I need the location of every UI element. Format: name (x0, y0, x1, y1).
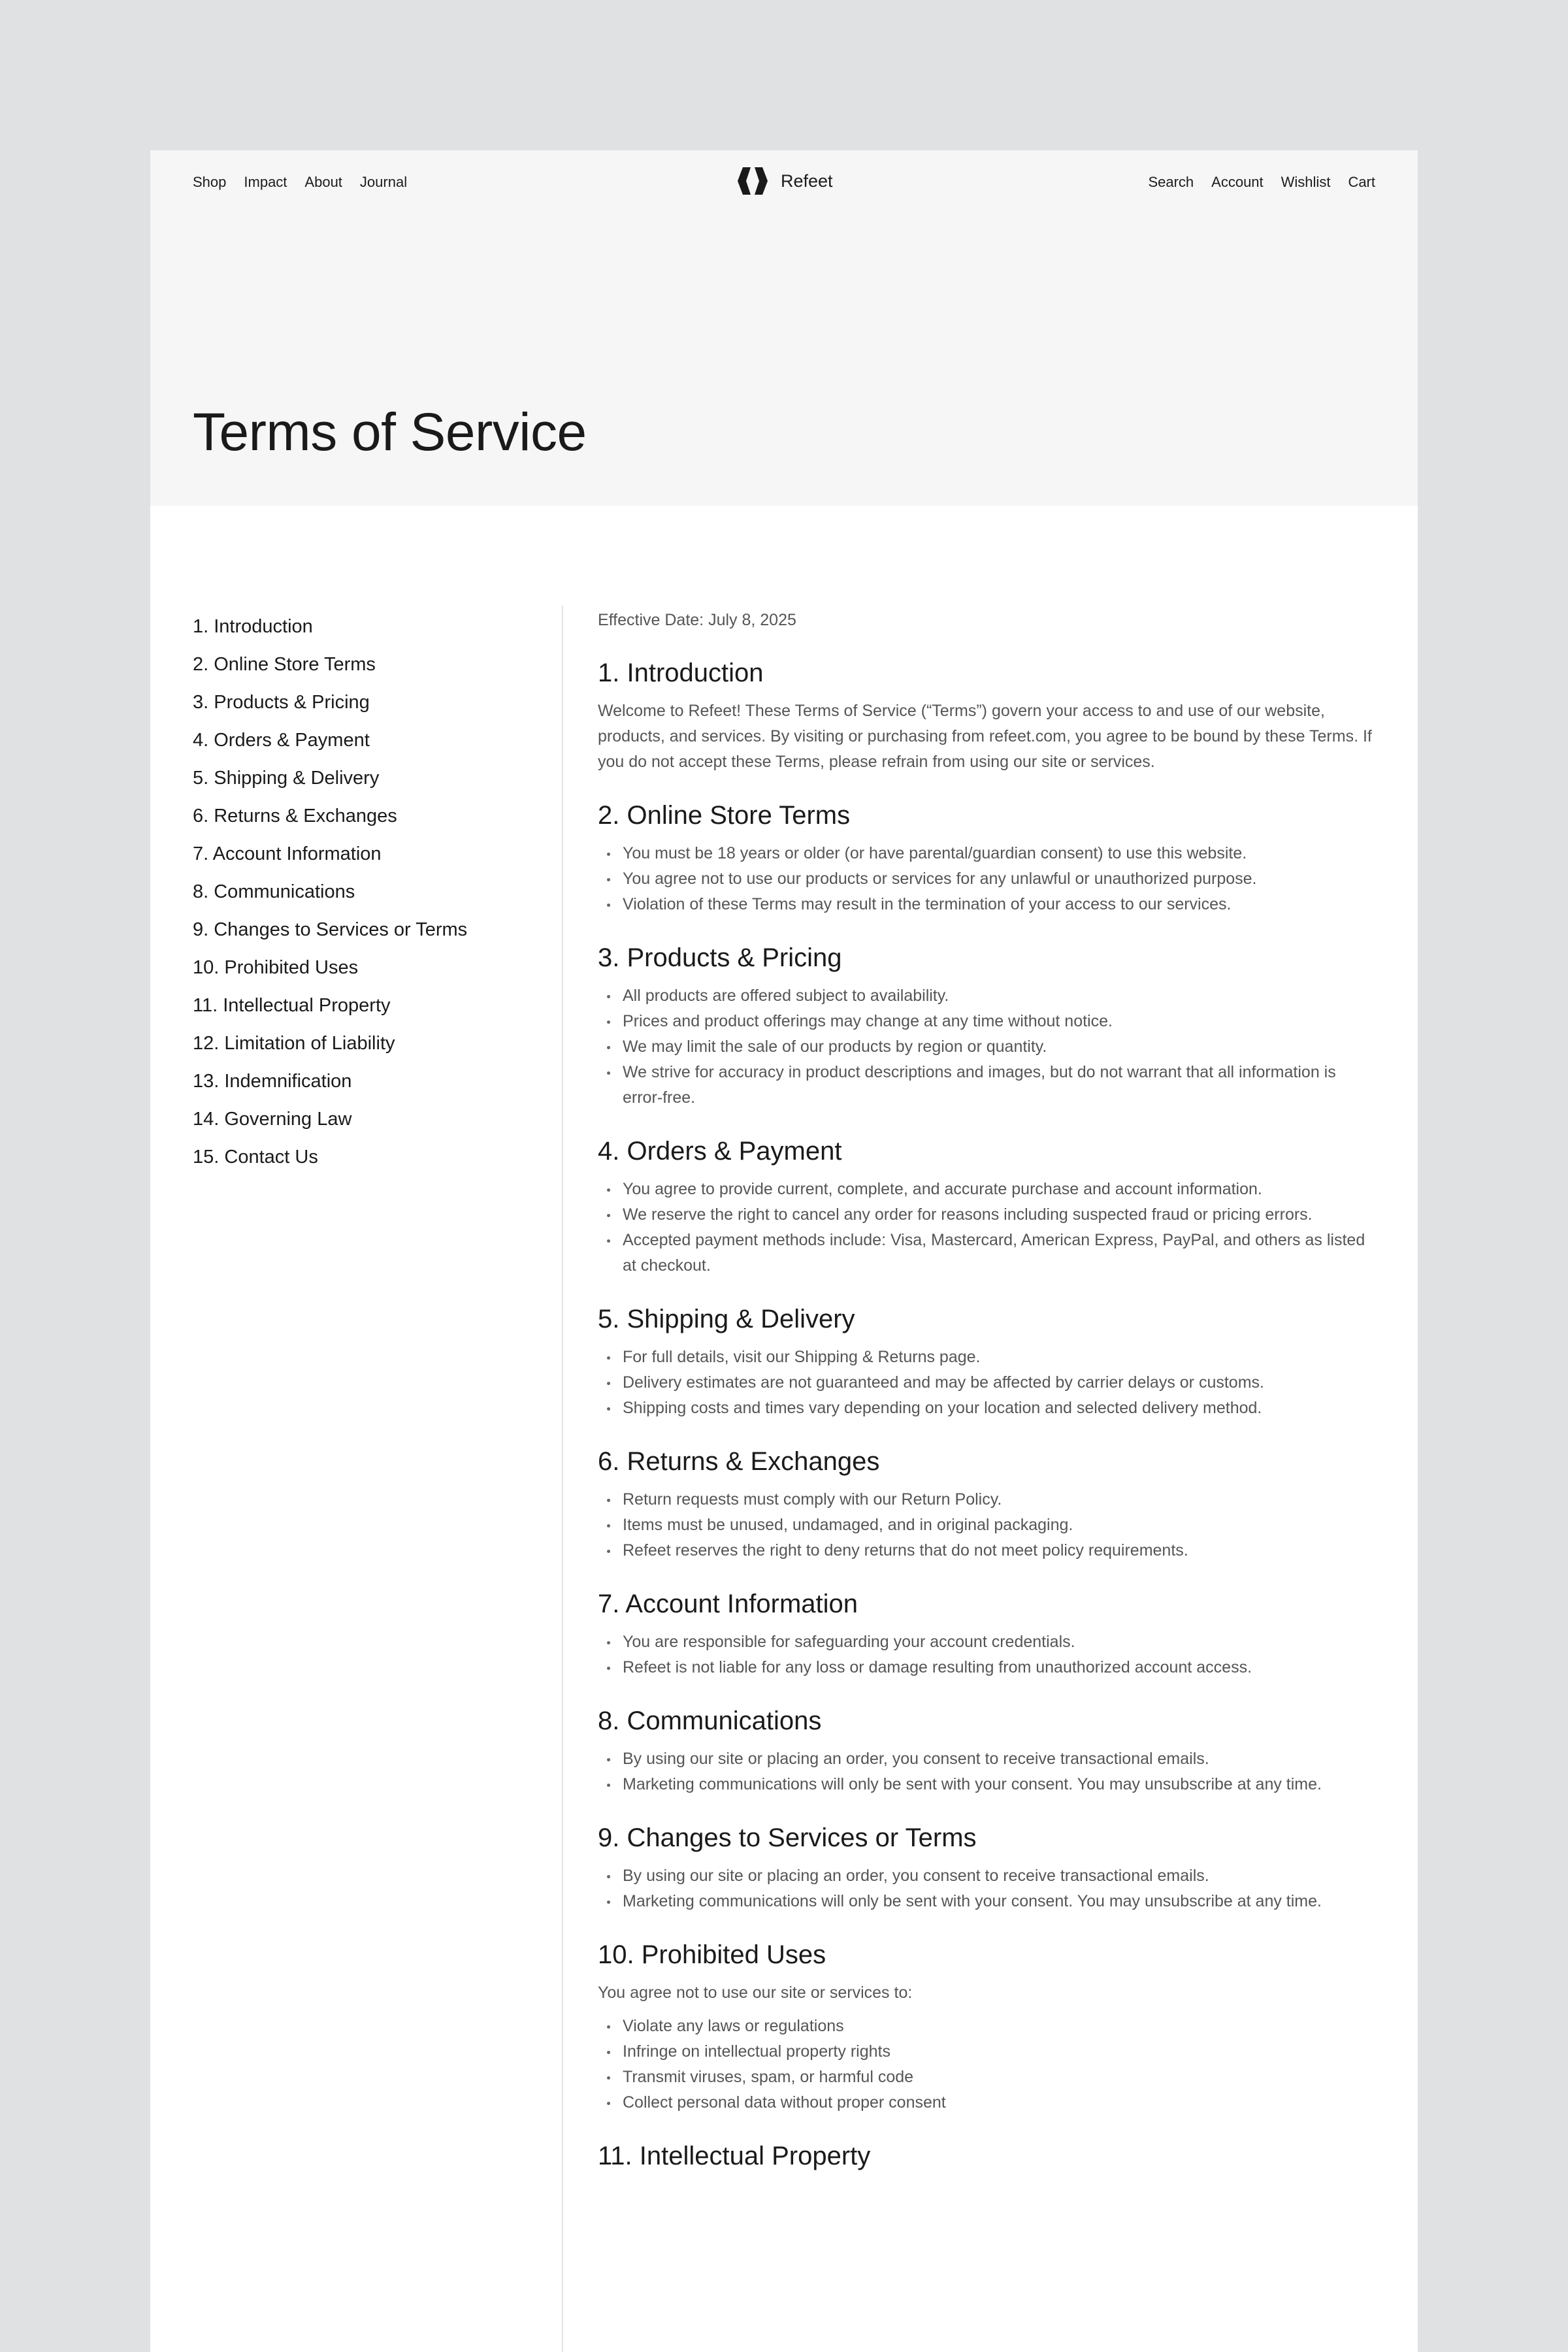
terms-section (598, 2140, 1379, 2172)
list-item: For full details, visit our Shipping & Returns page. (598, 1345, 1379, 1370)
list-item: Transmit viruses, spam, or harmful code (598, 2065, 1379, 2090)
section-heading: 3. Products & Pricing (598, 943, 842, 972)
section-heading: 1. Introduction (598, 659, 764, 687)
terms-section (598, 1938, 1379, 2115)
section-heading: 4. Orders & Payment (598, 1137, 842, 1166)
toc-item[interactable]: 1. Introduction (193, 616, 313, 637)
list-item: Violate any laws or regulations (598, 2014, 1379, 2039)
list-item: Refeet reserves the right to deny returns that do not meet policy requirements. (598, 1538, 1379, 1563)
list-item: Accepted payment methods include: Visa, Mastercard, American Express, PayPal, and others as listed at checkout. (598, 1228, 1379, 1279)
nav-link-impact[interactable]: Impact (244, 174, 287, 190)
column-divider (562, 606, 563, 2352)
toc-item[interactable]: 6. Returns & Exchanges (193, 806, 397, 826)
bullet-list (598, 1487, 1379, 1563)
section-paragraph: You agree not to use our site or services to: (598, 1984, 913, 2002)
terms-content (598, 608, 1379, 2181)
terms-section (598, 1445, 1379, 1563)
toc-item[interactable]: 8. Communications (193, 881, 355, 902)
section-heading: 8. Communications (598, 1707, 822, 1735)
section-heading: 9. Changes to Services or Terms (598, 1823, 977, 1852)
list-item: Delivery estimates are not guaranteed and may be affected by carrier delays or customs. (598, 1370, 1379, 1396)
toc-item[interactable]: 3. Products & Pricing (193, 692, 370, 713)
list-item: Items must be unused, undamaged, and in original packaging. (598, 1512, 1379, 1538)
list-item: We may limit the sale of our products by region or quantity. (598, 1034, 1379, 1060)
bullet-list (598, 1863, 1379, 1914)
section-heading: 11. Intellectual Property (598, 2142, 871, 2170)
bullet-list (598, 983, 1379, 1111)
toc-item[interactable]: 11. Intellectual Property (193, 995, 391, 1016)
section-heading: 7. Account Information (598, 1590, 858, 1618)
toc-item[interactable]: 12. Limitation of Liability (193, 1033, 395, 1054)
section-heading: 6. Returns & Exchanges (598, 1447, 880, 1476)
list-item: You agree to provide current, complete, and accurate purchase and account information. (598, 1177, 1379, 1202)
terms-section (598, 657, 1379, 775)
bullet-list (598, 1629, 1379, 1680)
bullet-list (598, 841, 1379, 917)
toc-item[interactable]: 14. Governing Law (193, 1109, 352, 1130)
nav-link-journal[interactable]: Journal (359, 174, 408, 190)
hero-header (150, 150, 1418, 506)
section-heading: 5. Shipping & Delivery (598, 1305, 855, 1333)
terms-section (598, 941, 1379, 1111)
section-paragraph: Welcome to Refeet! These Terms of Service (“Terms”) govern your access to and use of our website, products, and services. By visiting or purchasing from refeet.com, you agree to be bound by these Terms. If you do not accept these Terms, please refrain from using our site or services. (598, 702, 1372, 771)
refeet-logo-icon (735, 167, 772, 195)
list-item: By using our site or placing an order, you consent to receive transactional emails. (598, 1746, 1379, 1772)
terms-section (598, 1821, 1379, 1914)
bullet-list (598, 1345, 1379, 1421)
page (150, 150, 1418, 2352)
list-item: We reserve the right to cancel any order for reasons including suspected fraud or pricing errors. (598, 1202, 1379, 1228)
toc-item[interactable]: 9. Changes to Services or Terms (193, 919, 468, 940)
terms-section (598, 799, 1379, 917)
brand-logo[interactable] (735, 167, 833, 195)
terms-section (598, 1588, 1379, 1680)
nav-link-shop[interactable]: Shop (193, 174, 227, 190)
list-item: Return requests must comply with our Return Policy. (598, 1487, 1379, 1512)
list-item: You must be 18 years or older (or have parental/guardian consent) to use this website. (598, 841, 1379, 866)
list-item: All products are offered subject to availability. (598, 983, 1379, 1009)
toc-item[interactable]: 5. Shipping & Delivery (193, 768, 380, 789)
list-item: Violation of these Terms may result in the termination of your access to our services. (598, 892, 1379, 917)
list-item: You agree not to use our products or services for any unlawful or unauthorized purpose. (598, 866, 1379, 892)
section-heading: 2. Online Store Terms (598, 801, 851, 830)
toc-item[interactable]: 13. Indemnification (193, 1071, 352, 1092)
list-item: We strive for accuracy in product descriptions and images, but do not warrant that all information is error-free. (598, 1060, 1379, 1111)
toc-item[interactable]: 15. Contact Us (193, 1147, 318, 1168)
bullet-list (598, 2014, 1379, 2115)
effective-date: Effective Date: July 8, 2025 (598, 611, 796, 629)
list-item: Collect personal data without proper consent (598, 2090, 1379, 2115)
toc-item[interactable]: 2. Online Store Terms (193, 654, 376, 675)
page-title: Terms of Service (193, 402, 587, 462)
table-of-contents (193, 608, 519, 1176)
list-item: Infringe on intellectual property rights (598, 2039, 1379, 2065)
primary-nav (193, 174, 407, 191)
nav-link-about[interactable]: About (304, 174, 342, 190)
list-item: Shipping costs and times vary depending on your location and selected delivery method. (598, 1396, 1379, 1421)
nav-link-wishlist[interactable]: Wishlist (1281, 174, 1331, 190)
list-item: Marketing communications will only be sent with your consent. You may unsubscribe at any time. (598, 1889, 1379, 1914)
list-item: By using our site or placing an order, you consent to receive transactional emails. (598, 1863, 1379, 1889)
toc-item[interactable]: 4. Orders & Payment (193, 730, 370, 751)
nav-link-search[interactable]: Search (1148, 174, 1194, 190)
toc-item[interactable]: 10. Prohibited Uses (193, 957, 359, 978)
utility-nav (1148, 174, 1375, 191)
section-heading: 10. Prohibited Uses (598, 1940, 826, 1969)
terms-section (598, 1135, 1379, 1279)
nav-link-cart[interactable]: Cart (1348, 174, 1375, 190)
list-item: Prices and product offerings may change at any time without notice. (598, 1009, 1379, 1034)
list-item: Marketing communications will only be sent with your consent. You may unsubscribe at any time. (598, 1772, 1379, 1797)
brand-name: Refeet (781, 171, 833, 191)
terms-section (598, 1303, 1379, 1421)
bullet-list (598, 1177, 1379, 1279)
list-item: You are responsible for safeguarding your account credentials. (598, 1629, 1379, 1655)
terms-section (598, 1705, 1379, 1797)
nav-link-account[interactable]: Account (1211, 174, 1264, 190)
toc-item[interactable]: 7. Account Information (193, 843, 382, 864)
bullet-list (598, 1746, 1379, 1797)
list-item: Refeet is not liable for any loss or damage resulting from unauthorized account access. (598, 1655, 1379, 1680)
